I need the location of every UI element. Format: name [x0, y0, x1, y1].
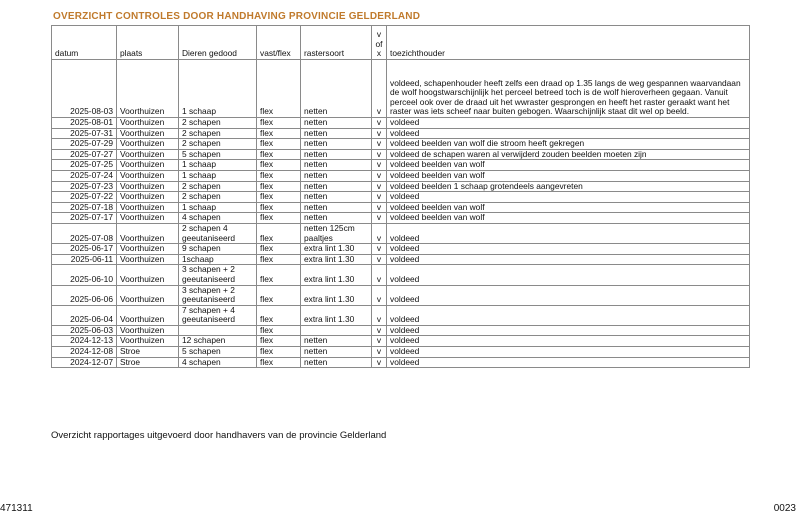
cell-rastersoort: netten [301, 336, 372, 347]
cell-vast-flex: flex [257, 170, 301, 181]
cell-v-of-x: v [372, 202, 387, 213]
cell-rastersoort: netten 125cm paaltjes [301, 223, 372, 243]
cell-toezichthouder: voldeed beelden 1 schaap grotendeels aangevreten [387, 181, 750, 192]
cell-vast-flex: flex [257, 192, 301, 203]
cell-dieren-gedood: 3 schapen + 2 geeutaniseerd [179, 265, 257, 285]
cell-vast-flex: flex [257, 213, 301, 224]
cell-plaats: Voorthuizen [117, 160, 179, 171]
cell-rastersoort: netten [301, 160, 372, 171]
cell-vast-flex: flex [257, 118, 301, 129]
cell-v-of-x: v [372, 213, 387, 224]
cell-datum: 2025-07-22 [52, 192, 117, 203]
cell-dieren-gedood: 2 schapen 4 geeutaniseerd [179, 223, 257, 243]
table-row [52, 192, 750, 203]
table-row [52, 60, 750, 118]
cell-plaats: Voorthuizen [117, 265, 179, 285]
cell-plaats: Stroe [117, 357, 179, 368]
header-datum: datum [52, 26, 117, 60]
cell-toezichthouder: voldeed [387, 244, 750, 255]
cell-vast-flex: flex [257, 285, 301, 305]
cell-toezichthouder: voldeed beelden van wolf [387, 160, 750, 171]
cell-v-of-x: v [372, 128, 387, 139]
cell-toezichthouder: voldeed [387, 254, 750, 265]
cell-vast-flex: flex [257, 244, 301, 255]
cell-datum: 2024-12-08 [52, 347, 117, 358]
cell-plaats: Voorthuizen [117, 181, 179, 192]
cell-v-of-x: v [372, 347, 387, 358]
cell-toezichthouder: voldeed [387, 325, 750, 336]
cell-plaats: Stroe [117, 347, 179, 358]
table-row [52, 265, 750, 285]
cell-rastersoort: extra lint 1.30 [301, 305, 372, 325]
table-row [52, 357, 750, 368]
cell-plaats: Voorthuizen [117, 305, 179, 325]
cell-rastersoort: netten [301, 60, 372, 118]
cell-dieren-gedood: 2 schapen [179, 118, 257, 129]
cell-vast-flex: flex [257, 160, 301, 171]
table-row [52, 325, 750, 336]
cell-v-of-x: v [372, 325, 387, 336]
cell-plaats: Voorthuizen [117, 336, 179, 347]
table-row [52, 223, 750, 243]
header-toezichthouder: toezichthouder [387, 26, 750, 60]
cell-datum: 2025-06-17 [52, 244, 117, 255]
cell-datum: 2025-07-17 [52, 213, 117, 224]
table-row [52, 254, 750, 265]
cell-plaats: Voorthuizen [117, 244, 179, 255]
table-row [52, 118, 750, 129]
cell-datum: 2025-07-31 [52, 128, 117, 139]
footer-left-number: 471311 [0, 503, 33, 514]
cell-plaats: Voorthuizen [117, 60, 179, 118]
controles-table [51, 25, 750, 368]
cell-plaats: Voorthuizen [117, 223, 179, 243]
table-row [52, 160, 750, 171]
cell-dieren-gedood: 7 schapen + 4 geeutaniseerd [179, 305, 257, 325]
cell-vast-flex: flex [257, 254, 301, 265]
cell-dieren-gedood: 1 schaap [179, 202, 257, 213]
table-row [52, 347, 750, 358]
cell-rastersoort: extra lint 1.30 [301, 254, 372, 265]
cell-toezichthouder: voldeed beelden van wolf die stroom heeft gekregen [387, 139, 750, 150]
cell-rastersoort: extra lint 1.30 [301, 244, 372, 255]
cell-vast-flex: flex [257, 305, 301, 325]
cell-plaats: Voorthuizen [117, 213, 179, 224]
cell-rastersoort [301, 325, 372, 336]
cell-toezichthouder: voldeed beelden van wolf [387, 202, 750, 213]
cell-dieren-gedood: 1 schaap [179, 160, 257, 171]
cell-dieren-gedood: 1 schaap [179, 170, 257, 181]
cell-vast-flex: flex [257, 357, 301, 368]
cell-rastersoort: netten [301, 181, 372, 192]
cell-datum: 2024-12-13 [52, 336, 117, 347]
cell-v-of-x: v [372, 160, 387, 171]
cell-datum: 2025-07-29 [52, 139, 117, 150]
cell-vast-flex: flex [257, 202, 301, 213]
cell-v-of-x: v [372, 192, 387, 203]
cell-dieren-gedood: 4 schapen [179, 213, 257, 224]
cell-datum: 2025-06-04 [52, 305, 117, 325]
table-row [52, 202, 750, 213]
cell-toezichthouder: voldeed [387, 118, 750, 129]
cell-rastersoort: netten [301, 118, 372, 129]
cell-dieren-gedood: 2 schapen [179, 192, 257, 203]
cell-rastersoort: netten [301, 170, 372, 181]
cell-vast-flex: flex [257, 347, 301, 358]
cell-vast-flex: flex [257, 60, 301, 118]
cell-vast-flex: flex [257, 149, 301, 160]
caption: Overzicht rapportages uitgevoerd door handhavers van de provincie Gelderland [51, 430, 387, 441]
cell-v-of-x: v [372, 336, 387, 347]
table-row [52, 170, 750, 181]
cell-plaats: Voorthuizen [117, 285, 179, 305]
cell-rastersoort: netten [301, 139, 372, 150]
cell-toezichthouder: voldeed [387, 223, 750, 243]
cell-toezichthouder: voldeed [387, 336, 750, 347]
cell-vast-flex: flex [257, 139, 301, 150]
cell-vast-flex: flex [257, 128, 301, 139]
cell-plaats: Voorthuizen [117, 139, 179, 150]
cell-toezichthouder: voldeed [387, 305, 750, 325]
cell-datum: 2025-07-24 [52, 170, 117, 181]
cell-datum: 2025-07-25 [52, 160, 117, 171]
cell-datum: 2024-12-07 [52, 357, 117, 368]
cell-rastersoort: netten [301, 192, 372, 203]
cell-plaats: Voorthuizen [117, 325, 179, 336]
cell-vast-flex: flex [257, 223, 301, 243]
cell-dieren-gedood: 9 schapen [179, 244, 257, 255]
cell-rastersoort: extra lint 1.30 [301, 285, 372, 305]
cell-toezichthouder: voldeed [387, 128, 750, 139]
cell-dieren-gedood: 3 schapen + 2 geeutaniseerd [179, 285, 257, 305]
cell-dieren-gedood: 2 schapen [179, 181, 257, 192]
cell-datum: 2025-06-06 [52, 285, 117, 305]
cell-plaats: Voorthuizen [117, 192, 179, 203]
cell-v-of-x: v [372, 223, 387, 243]
cell-dieren-gedood: 1schaap [179, 254, 257, 265]
cell-plaats: Voorthuizen [117, 118, 179, 129]
table-row [52, 128, 750, 139]
table-row [52, 139, 750, 150]
cell-dieren-gedood: 4 schapen [179, 357, 257, 368]
cell-v-of-x: v [372, 244, 387, 255]
table-row [52, 244, 750, 255]
cell-v-of-x: v [372, 118, 387, 129]
cell-dieren-gedood: 5 schapen [179, 149, 257, 160]
cell-dieren-gedood: 12 schapen [179, 336, 257, 347]
cell-datum: 2025-06-10 [52, 265, 117, 285]
cell-plaats: Voorthuizen [117, 149, 179, 160]
cell-v-of-x: v [372, 181, 387, 192]
cell-toezichthouder: voldeed beelden van wolf [387, 170, 750, 181]
cell-rastersoort: netten [301, 347, 372, 358]
cell-vast-flex: flex [257, 265, 301, 285]
cell-dieren-gedood: 2 schapen [179, 128, 257, 139]
document-title: OVERZICHT CONTROLES DOOR HANDHAVING PROVINCIE GELDERLAND [53, 11, 421, 22]
cell-v-of-x: v [372, 265, 387, 285]
cell-toezichthouder: voldeed [387, 265, 750, 285]
cell-dieren-gedood [179, 325, 257, 336]
cell-datum: 2025-06-03 [52, 325, 117, 336]
cell-toezichthouder: voldeed [387, 192, 750, 203]
table-row [52, 181, 750, 192]
table-row [52, 305, 750, 325]
cell-datum: 2025-06-11 [52, 254, 117, 265]
header-rastersoort: rastersoort [301, 26, 372, 60]
cell-rastersoort: netten [301, 357, 372, 368]
cell-v-of-x: v [372, 285, 387, 305]
footer-page-number: 0023 [773, 503, 796, 514]
cell-dieren-gedood: 1 schaap [179, 60, 257, 118]
cell-vast-flex: flex [257, 181, 301, 192]
table-header-row [52, 26, 750, 60]
cell-dieren-gedood: 2 schapen [179, 139, 257, 150]
cell-datum: 2025-07-08 [52, 223, 117, 243]
cell-datum: 2025-08-01 [52, 118, 117, 129]
cell-plaats: Voorthuizen [117, 202, 179, 213]
cell-toezichthouder: voldeed beelden van wolf [387, 213, 750, 224]
cell-datum: 2025-07-23 [52, 181, 117, 192]
header-vast-flex: vast/flex [257, 26, 301, 60]
cell-plaats: Voorthuizen [117, 254, 179, 265]
cell-v-of-x: v [372, 254, 387, 265]
cell-dieren-gedood: 5 schapen [179, 347, 257, 358]
table-row [52, 336, 750, 347]
cell-toezichthouder: voldeed [387, 347, 750, 358]
table-row [52, 149, 750, 160]
cell-toezichthouder: voldeed [387, 357, 750, 368]
cell-toezichthouder: voldeed [387, 285, 750, 305]
cell-v-of-x: v [372, 60, 387, 118]
cell-datum: 2025-08-03 [52, 60, 117, 118]
cell-v-of-x: v [372, 357, 387, 368]
cell-rastersoort: netten [301, 149, 372, 160]
cell-vast-flex: flex [257, 336, 301, 347]
cell-datum: 2025-07-18 [52, 202, 117, 213]
header-plaats: plaats [117, 26, 179, 60]
cell-toezichthouder: voldeed, schapenhouder heeft zelfs een draad op 1.35 langs de weg gespannen waarvandaan de wolf hoogstwarschijnlijk het perceel betreed toch is de wolf hieroverheen gegaan. Vanuit perceel ook over de draad uit het wwraster gesprongen en heeft het raster geraakt want het raster was iets scheef naar buiten gebogen. Waarschijnlijk staat dit wel op beeld. [387, 60, 750, 118]
header-v-of-x: v of x [372, 26, 387, 60]
header-dieren-gedood: Dieren gedood [179, 26, 257, 60]
cell-rastersoort: netten [301, 213, 372, 224]
table-row [52, 285, 750, 305]
cell-rastersoort: netten [301, 128, 372, 139]
cell-plaats: Voorthuizen [117, 128, 179, 139]
cell-rastersoort: extra lint 1.30 [301, 265, 372, 285]
table-row [52, 213, 750, 224]
cell-v-of-x: v [372, 149, 387, 160]
cell-rastersoort: netten [301, 202, 372, 213]
cell-v-of-x: v [372, 305, 387, 325]
cell-datum: 2025-07-27 [52, 149, 117, 160]
cell-plaats: Voorthuizen [117, 170, 179, 181]
cell-toezichthouder: voldeed de schapen waren al verwijderd zouden beelden moeten zijn [387, 149, 750, 160]
cell-vast-flex: flex [257, 325, 301, 336]
cell-v-of-x: v [372, 139, 387, 150]
cell-v-of-x: v [372, 170, 387, 181]
